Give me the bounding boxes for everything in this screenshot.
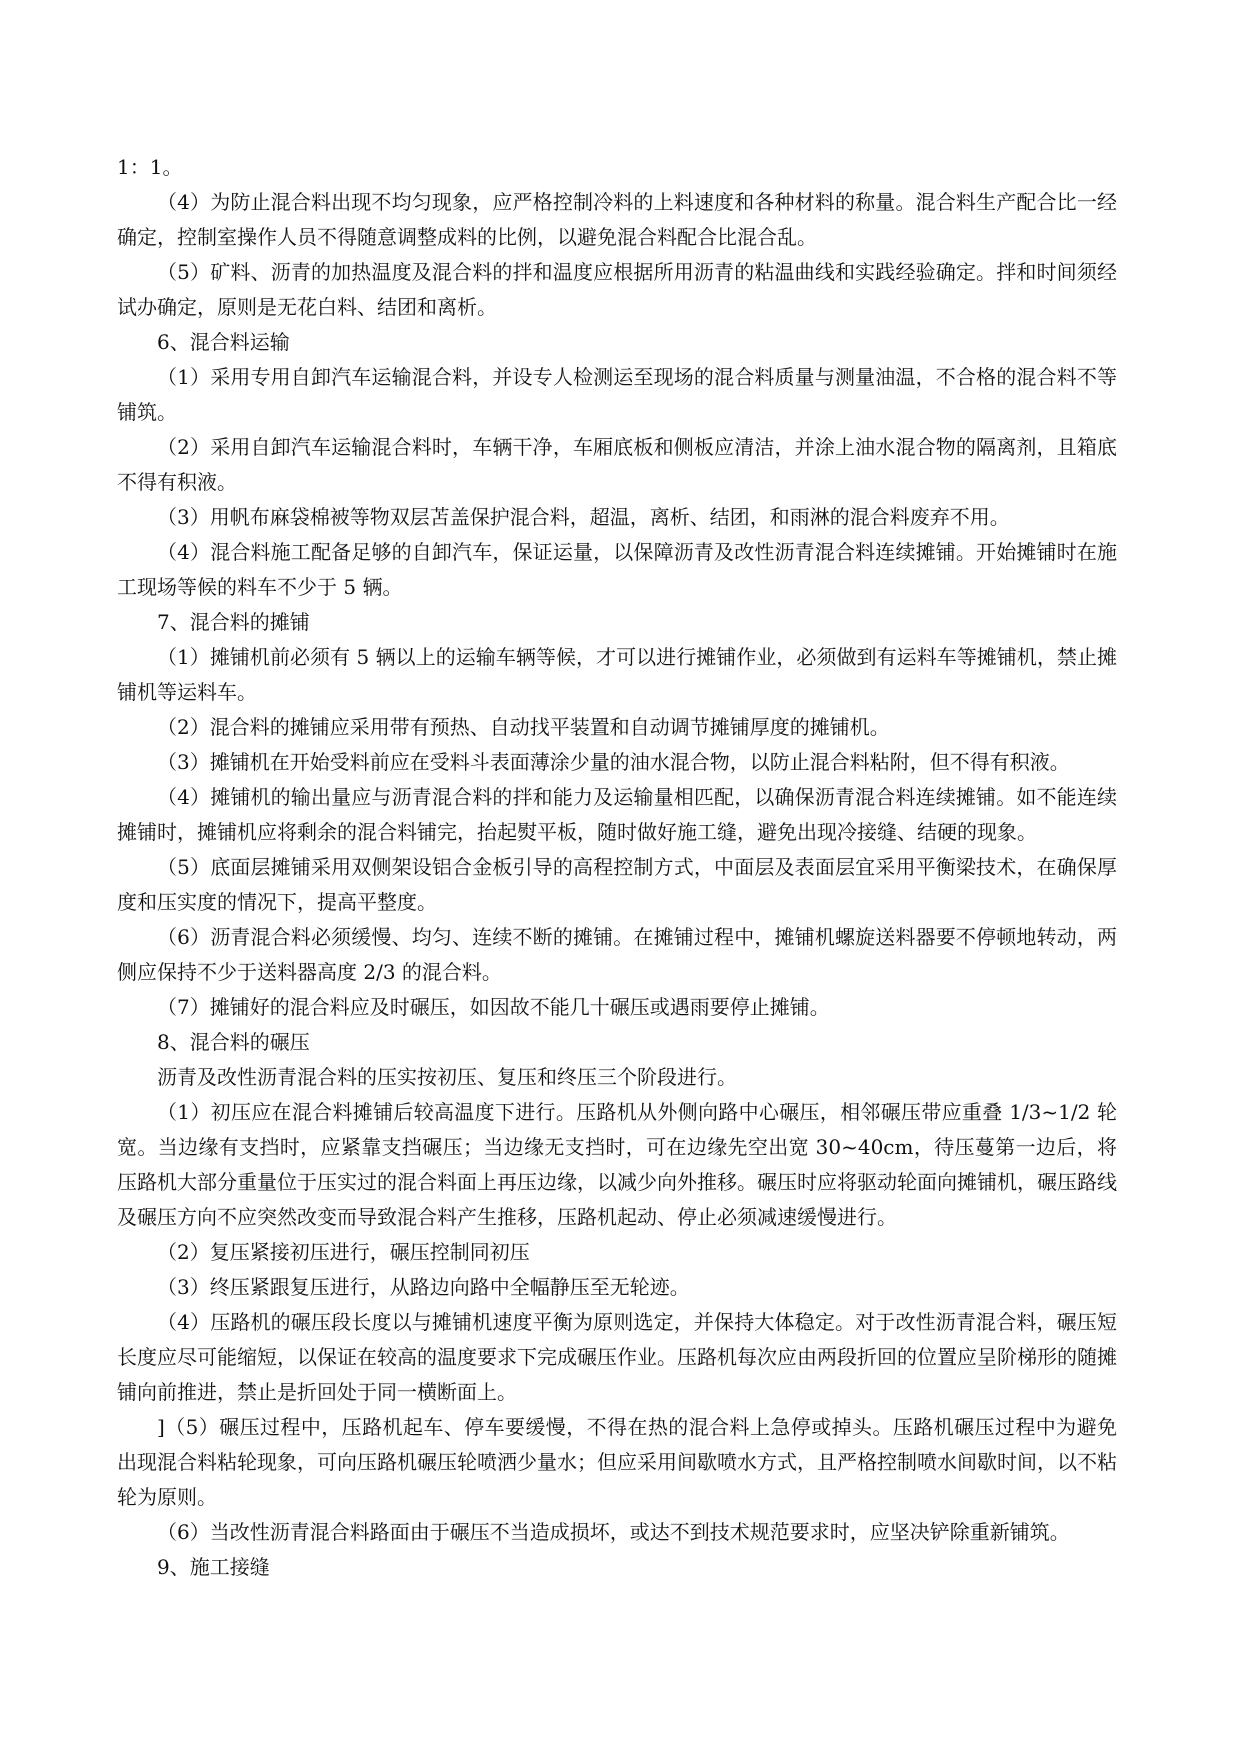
section-heading: 7、混合料的摊铺 <box>157 610 310 634</box>
paragraph: （4）摊铺机的输出量应与沥青混合料的拌和能力及运输量相匹配，以确保沥青混合料连续摊铺。如不能连续摊铺时，摊铺机应将剩余的混合料铺完，抬起熨平板，随时做好施工缝，避免出现冷接缝、结硬的现象。 <box>117 785 1117 844</box>
paragraph: （2）混合料的摊铺应采用带有预热、自动找平装置和自动调节摊铺厚度的摊铺机。 <box>157 715 890 739</box>
paragraph: （3）用帆布麻袋棉被等物双层苫盖保护混合料，超温，离析、结团，和雨淋的混合料废弃不用。 <box>157 505 1010 529</box>
paragraph: （6）当改性沥青混合料路面由于碾压不当造成损坏，或达不到技术规范要求时，应坚决铲除重新铺筑。 <box>157 1520 1070 1544</box>
paragraph: （7）摊铺好的混合料应及时碾压，如因故不能几十碾压或遇雨要停止摊铺。 <box>157 995 830 1019</box>
paragraph: （3）摊铺机在开始受料前应在受料斗表面薄涂少量的油水混合物，以防止混合料粘附，但不得有积液。 <box>157 750 1070 774</box>
paragraph: （1）初压应在混合料摊铺后较高温度下进行。压路机从外侧向路中心碾压，相邻碾压带应重叠 1/3~1/2 轮宽。当边缘有支挡时，应紧靠支挡碾压；当边缘无支挡时，可在边缘先空出宽 30~40cm，待压蔓第一边后，将压路机大部分重量位于压实过的混合料面上再压边缘，以减少向外推移。碾压时应将驱动轮面向摊铺机，碾压路线及碾压方向不应突然改变而导致混合料产生推移，压路机起动、停止必须减速缓慢进行。 <box>117 1100 1117 1229</box>
paragraph: ]（5）碾压过程中，压路机起车、停车要缓慢，不得在热的混合料上急停或掉头。压路机碾压过程中为避免出现混合料粘轮现象，可向压路机碾压轮喷洒少量水；但应采用间歇喷水方式，且严格控制喷水间歇时间，以不粘轮为原则。 <box>117 1415 1117 1509</box>
paragraph: （1）采用专用自卸汽车运输混合料，并设专人检测运至现场的混合料质量与测量油温，不合格的混合料不等铺筑。 <box>117 365 1117 424</box>
document-body <box>117 150 1117 1585</box>
paragraph: （1）摊铺机前必须有 5 辆以上的运输车辆等候，才可以进行摊铺作业，必须做到有运料车等摊铺机，禁止摊铺机等运料车。 <box>117 645 1117 704</box>
section-heading: 6、混合料运输 <box>157 330 290 354</box>
paragraph: （6）沥青混合料必须缓慢、均匀、连续不断的摊铺。在摊铺过程中，摊铺机螺旋送料器要不停顿地转动，两侧应保持不少于送料器高度 2/3 的混合料。 <box>117 925 1117 984</box>
paragraph: （4）为防止混合料出现不均匀现象，应严格控制冷料的上料速度和各种材料的称量。混合料生产配合比一经确定，控制室操作人员不得随意调整成料的比例，以避免混合料配合比混合乱。 <box>117 190 1117 249</box>
paragraph: （5）矿料、沥青的加热温度及混合料的拌和温度应根据所用沥青的粘温曲线和实践经验确定。拌和时间须经试办确定，原则是无花白料、结团和离析。 <box>117 260 1117 319</box>
paragraph-ratio: 1：1。 <box>117 155 183 179</box>
paragraph: （4）压路机的碾压段长度以与摊铺机速度平衡为原则选定，并保持大体稳定。对于改性沥青混合料，碾压短长度应尽可能缩短，以保证在较高的温度要求下完成碾压作业。压路机每次应由两段折回的位置应呈阶梯形的随摊铺向前推进，禁止是折回处于同一横断面上。 <box>117 1310 1117 1404</box>
section-heading: 8、混合料的碾压 <box>157 1030 310 1054</box>
paragraph: （5）底面层摊铺采用双侧架设铝合金板引导的高程控制方式，中面层及表面层宜采用平衡梁技术，在确保厚度和压实度的情况下，提高平整度。 <box>117 855 1117 914</box>
section-heading: 9、施工接缝 <box>157 1555 270 1579</box>
paragraph: （4）混合料施工配备足够的自卸汽车，保证运量，以保障沥青及改性沥青混合料连续摊铺。开始摊铺时在施工现场等候的料车不少于 5 辆。 <box>117 540 1117 599</box>
paragraph: 沥青及改性沥青混合料的压实按初压、复压和终压三个阶段进行。 <box>157 1065 737 1089</box>
paragraph: （3）终压紧跟复压进行，从路边向路中全幅静压至无轮迹。 <box>157 1275 690 1299</box>
paragraph: （2）复压紧接初压进行，碾压控制同初压 <box>157 1240 530 1264</box>
paragraph: （2）采用自卸汽车运输混合料时，车辆干净，车厢底板和侧板应清洁，并涂上油水混合物的隔离剂，且箱底不得有积液。 <box>117 435 1117 494</box>
